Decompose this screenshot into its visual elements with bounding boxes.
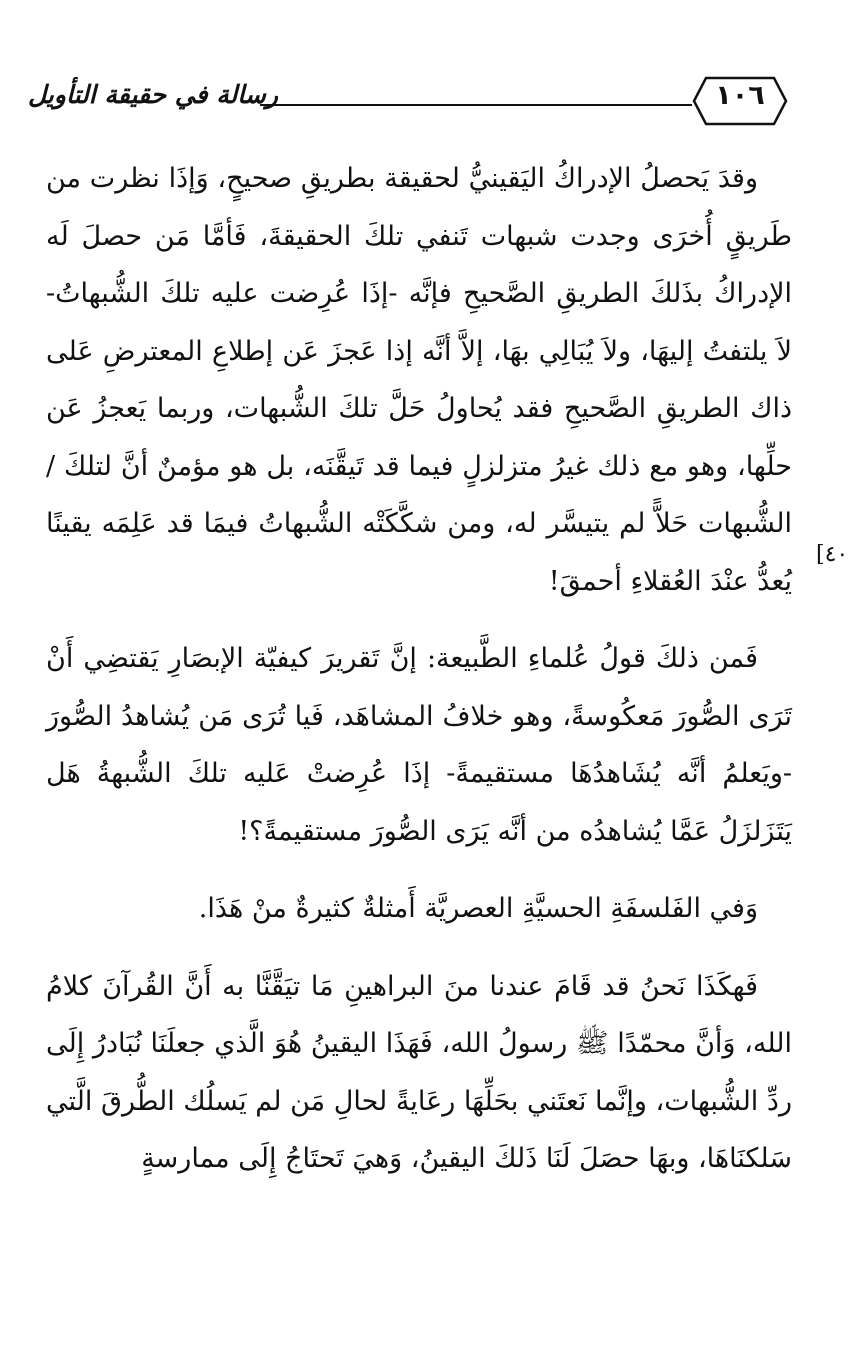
page-header bbox=[28, 72, 788, 132]
body-text bbox=[46, 150, 792, 1188]
page-number-frame bbox=[692, 72, 788, 130]
page-number: ١٠٦ bbox=[715, 80, 765, 111]
paragraph-4: فَهكَذَا نَحنُ قد قَامَ عندنا منَ البراهينِ مَا تيَقَّنَّا به أَنَّ القُرآنَ كلامُ الله، وَأنَّ محمّدًا ﷺ رسولُ الله، فَهَذَا اليقينُ هُوَ الَّذي جعلَنَا نُبَادرُ إِلَى ردِّ الشُّبهات، وإنَّما نَعتَني بحَلِّهَا رعَايةً لحالِ مَن لم يَسلُك الطُّرقَ الَّتي سَلكنَاهَا، وبهَا حصَلَ لَنَا ذَلكَ اليقينُ، وَهيَ تَحتَاجُ إِلَى ممارسةٍ bbox=[46, 970, 792, 1174]
header-rule bbox=[260, 104, 692, 106]
margin-page-marker: [٤٠ bbox=[816, 542, 848, 567]
paragraph-2: فَمن ذلكَ قولُ عُلماءِ الطَّبيعة: إنَّ تَقريرَ كيفيّة الإبصَارِ يَقتضِي أَنْ تَرَى الصُّورَ مَعكُوسةً، وهو خلافُ المشاهَد، فَيا تُرَى مَن يُشاهدُ الصُّورَ -ويَعلمُ أنَّه يُشَاهدُهَا مستقيمةً- إذَا عُرِضتْ عَليه تلكَ الشُّبهةُ هَل يَتَزَلزَلُ عَمَّا يُشاهدُه من أنَّه يَرَى الصُّورَ مستقيمةً؟! bbox=[46, 643, 792, 847]
paragraph-1: وقدَ يَحصلُ الإدراكُ اليَقينيُّ لحقيقة بطريقِ صحيحٍ، وَإذَا نظرت من طَريقٍ أُخرَى وجدت شبهات تَنفي تلكَ الحقيقةَ، فَأمَّا مَن حصلَ لَه الإدراكُ بذَلكَ الطريقِ الصَّحيحِ فإنَّه -إذَا عُرِضت عليه تلكَ الشُّبهاتُ- لاَ يلتفتُ إليهَا، ولاَ يُبَالِي بهَا، إلاَّ أنَّه إذا عَجزَ عَن إطلاعِ المعترضِ عَلى ذاك الطريقِ الصَّحيحِ فقد يُحاولُ حَلَّ تلكَ الشُّبهات، وربما يَعجزُ عَن حلِّها، وهو مع ذلك غيرُ متزلزلٍ فيما قد تَيقَّنَه، بل هو مؤمنٌ أنَّ لتلكَ / الشُّبهات حَلاًّ لم يتيسَّر له، ومن شكَّكَتْه الشُّبهاتُ فيمَا قد عَلِمَه يقينًا يُعدُّ عنْدَ العُقلاءِ أحمقَ! bbox=[46, 163, 792, 597]
running-title: رسالة في حقيقة التأويل bbox=[28, 80, 278, 109]
paragraph-3: وَفي الفَلسفَةِ الحسيَّةِ العصريَّة أَمثلةٌ كثيرةٌ منْ هَذَا. bbox=[198, 893, 758, 924]
